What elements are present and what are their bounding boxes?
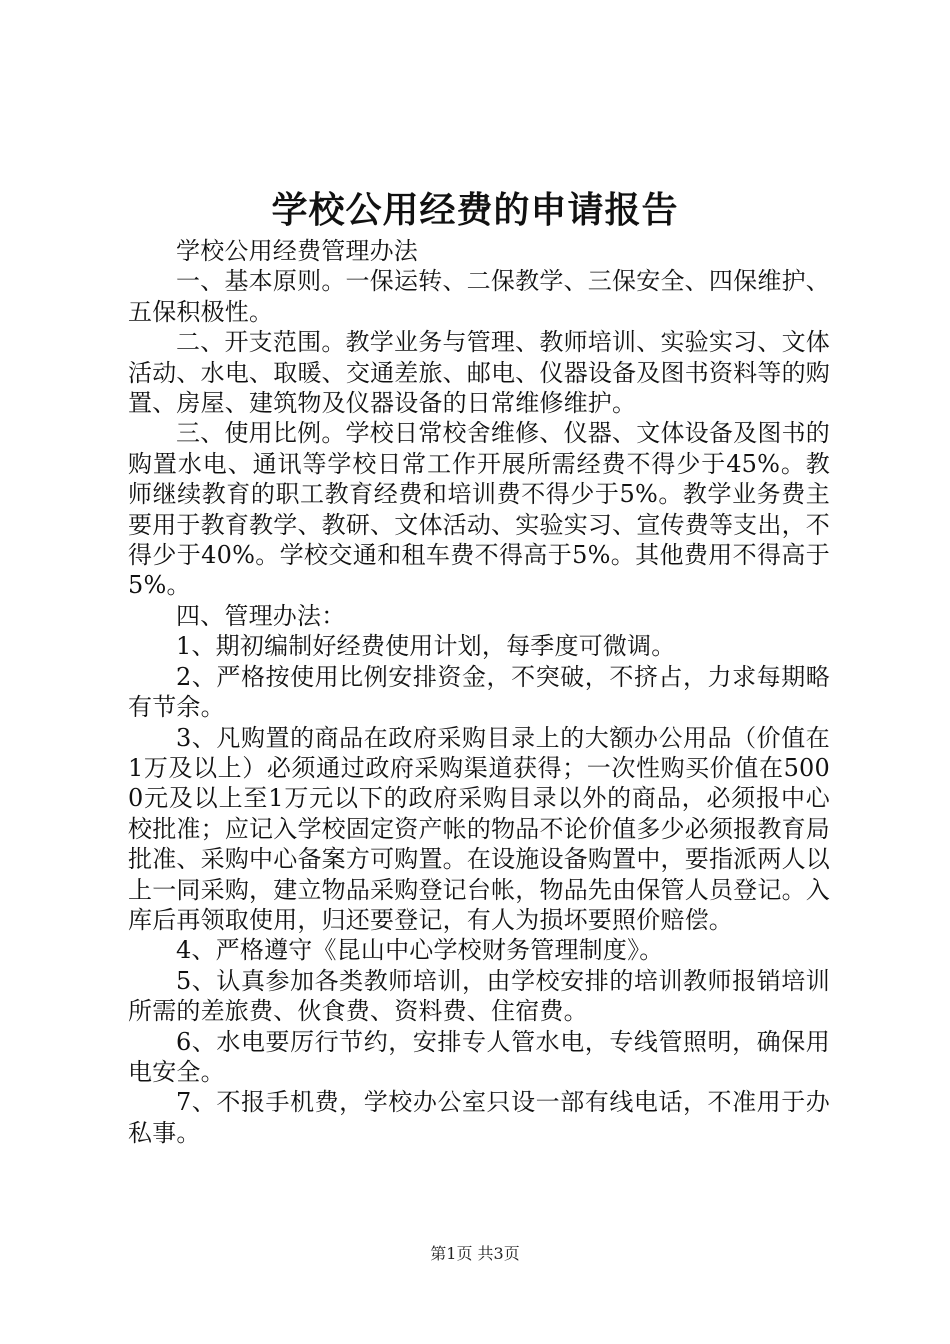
paragraph-item-3: 3、凡购置的商品在政府采购目录上的大额办公用品（价值在1万及以上）必须通过政府采购渠道获得；一次性购买价值在5000元及以上至1万元以下的政府采购目录以外的商品，必须报中心校批准；应记入学校固定资产帐的物品不论价值多少必须报教育局批准、采购中心备案方可购置。在设施设备购置中，要指派两人以上一同采购，建立物品采购登记台帐，物品先由保管人员登记。入库后再领取使用，归还要登记，有人为损坏要照价赔偿。 — [128, 723, 830, 934]
page-footer: 第1页 共3页 — [430, 1244, 520, 1263]
document-title: 学校公用经费的申请报告 — [271, 189, 679, 231]
paragraph-item-5: 5、认真参加各类教师培训，由学校安排的培训教师报销培训所需的差旅费、伙食费、资料费、住宿费。 — [128, 966, 830, 1026]
document-body — [128, 236, 830, 1148]
paragraph-item-7: 7、不报手机费，学校办公室只设一部有线电话，不准用于办私事。 — [128, 1088, 830, 1147]
paragraph-item-2: 2、严格按使用比例安排资金，不突破，不挤占，力求每期略有节余。 — [128, 662, 830, 722]
paragraph-scope: 二、开支范围。教学业务与管理、教师培训、实验实习、文体活动、水电、取暖、交通差旅、邮电、仪器设备及图书资料等的购置、房屋、建筑物及仪器设备的日常维修维护。 — [128, 328, 830, 418]
paragraph-item-1: 1、期初编制好经费使用计划，每季度可微调。 — [176, 632, 676, 661]
paragraph-item-6: 6、水电要厉行节约，安排专人管水电，专线管照明，确保用电安全。 — [128, 1027, 830, 1086]
paragraph-management-heading: 四、管理办法： — [176, 601, 346, 630]
paragraph-item-4: 4、严格遵守《昆山中心学校财务管理制度》。 — [176, 936, 664, 965]
paragraph-usage-ratio: 三、使用比例。学校日常校舍维修、仪器、文体设备及图书的购置水电、通讯等学校日常工作开展所需经费不得少于45%。教师继续教育的职工教育经费和培训费不得少于5%。教学业务费主要用于教育教学、教研、文体活动、实验实习、宣传费等支出，不得少于40%。学校交通和租车费不得高于5%。其他费用不得高于5%。 — [128, 419, 830, 600]
paragraph-heading: 学校公用经费管理办法 — [176, 237, 418, 265]
paragraph-basic-principles: 一、基本原则。一保运转、二保教学、三保安全、四保维护、五保积极性。 — [128, 267, 830, 326]
